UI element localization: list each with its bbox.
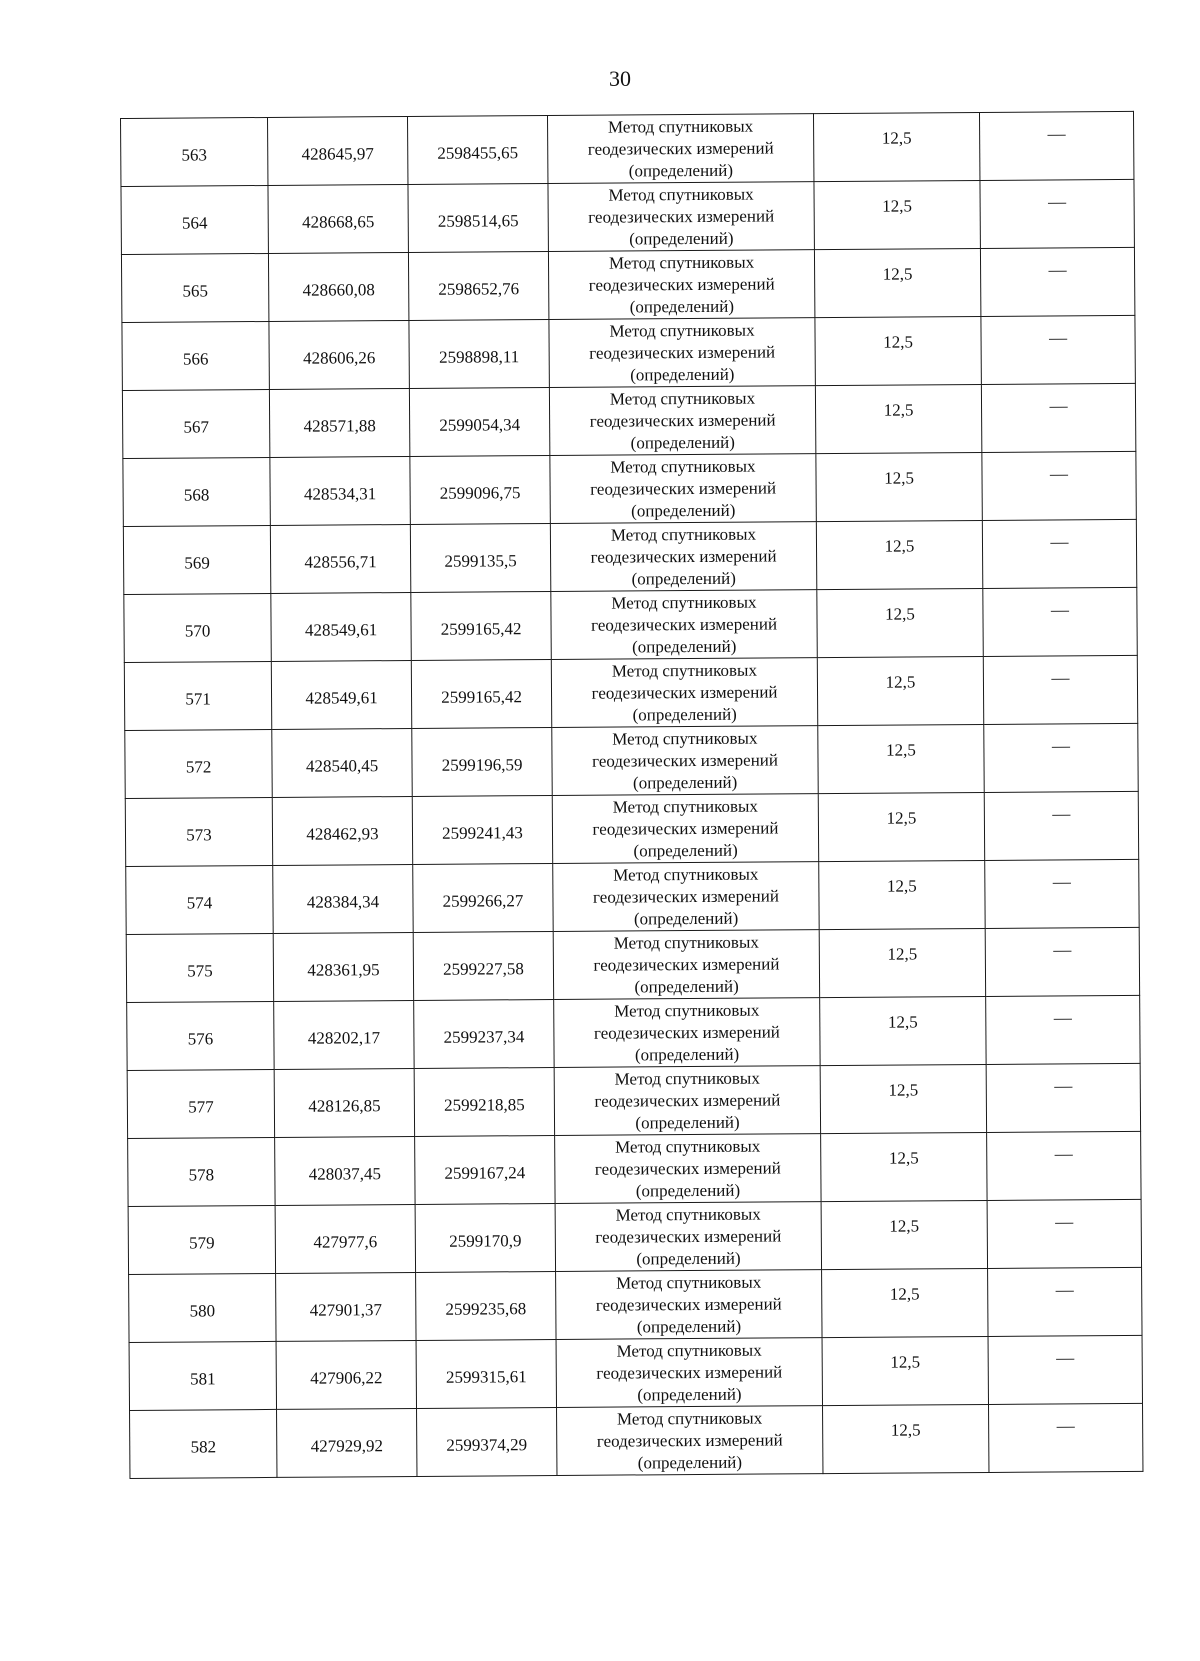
x-coordinate-cell: 428462,93 [272, 796, 412, 865]
method-text-line: Метод спутниковых [615, 1136, 761, 1157]
method-text-line: (определений) [628, 160, 734, 180]
method-cell [556, 1270, 822, 1340]
x-coordinate-cell: 428556,71 [270, 524, 410, 593]
description-cell: — [981, 315, 1135, 384]
method-text-line: геодезических измерений [587, 137, 774, 159]
point-number-cell: 565 [121, 253, 268, 322]
y-coordinate-cell: 2599167,24 [415, 1135, 555, 1204]
point-number-cell: 581 [129, 1341, 276, 1410]
method-text-line: (определений) [636, 1248, 741, 1268]
y-coordinate-cell: 2599135,5 [410, 524, 550, 593]
method-text-line: Метод спутниковых [611, 660, 758, 681]
method-text-line: (определений) [630, 364, 735, 384]
method-text-line: геодезических измерений [589, 341, 776, 363]
table-row [127, 1063, 1140, 1138]
coordinates-table [120, 111, 1143, 1479]
method-text-line: Метод спутниковых [616, 1340, 762, 1361]
method-text-line: геодезических измерений [593, 1021, 780, 1043]
method-cell [548, 250, 814, 320]
x-coordinate-cell: 427929,92 [277, 1408, 417, 1477]
table-row [126, 927, 1139, 1002]
method-cell [554, 998, 820, 1068]
method-cell [551, 658, 817, 728]
accuracy-cell: 12,5 [815, 384, 981, 453]
point-number-cell: 563 [121, 117, 268, 186]
method-text-line: Метод спутниковых [613, 932, 759, 953]
method-text-line: (определений) [637, 1384, 742, 1404]
description-cell: — [987, 1131, 1141, 1200]
x-coordinate-cell: 428202,17 [274, 1000, 414, 1069]
table-row [129, 1267, 1142, 1342]
y-coordinate-cell: 2599374,29 [417, 1407, 557, 1476]
point-number-cell: 568 [123, 457, 270, 526]
description-cell: — [987, 1199, 1141, 1268]
method-text-line: (определений) [629, 228, 734, 248]
method-text-line: Метод спутниковых [614, 1000, 760, 1021]
table-row [123, 451, 1136, 526]
method-cell [550, 522, 816, 592]
y-coordinate-cell: 2599165,42 [411, 592, 551, 661]
description-cell: — [989, 1403, 1143, 1472]
x-coordinate-cell: 428540,45 [272, 728, 412, 797]
method-text-line: геодезических измерений [590, 545, 777, 567]
point-number-cell: 574 [126, 865, 273, 934]
y-coordinate-cell: 2598514,65 [408, 184, 548, 253]
y-coordinate-cell: 2599218,85 [414, 1067, 554, 1136]
accuracy-cell: 12,5 [822, 1336, 988, 1405]
description-cell: — [981, 383, 1135, 452]
y-coordinate-cell: 2599315,61 [416, 1339, 556, 1408]
method-text-line: геодезических измерений [589, 409, 776, 431]
method-text-line: (определений) [631, 636, 737, 656]
accuracy-cell: 12,5 [819, 928, 985, 997]
table-row [124, 655, 1137, 730]
description-cell: — [985, 927, 1139, 996]
point-number-cell: 577 [127, 1069, 274, 1138]
method-cell [552, 794, 818, 864]
method-text-line: Метод спутниковых [609, 320, 755, 341]
table-row [125, 723, 1138, 798]
y-coordinate-cell: 2599266,27 [413, 863, 553, 932]
accuracy-cell: 12,5 [820, 1064, 986, 1133]
x-coordinate-cell: 428361,95 [273, 932, 413, 1001]
point-number-cell: 566 [122, 321, 269, 390]
point-number-cell: 573 [125, 797, 272, 866]
point-number-cell: 575 [126, 933, 273, 1002]
method-cell [556, 1338, 822, 1408]
x-coordinate-cell: 428606,26 [269, 320, 409, 389]
method-cell [547, 114, 813, 184]
accuracy-cell: 12,5 [820, 996, 986, 1065]
method-cell [548, 182, 814, 252]
x-coordinate-cell: 428668,65 [268, 184, 408, 253]
method-cell [554, 1066, 820, 1136]
table-row [121, 179, 1134, 254]
y-coordinate-cell: 2599096,75 [410, 456, 550, 525]
point-number-cell: 564 [121, 185, 268, 254]
method-text-line: геодезических измерений [591, 749, 779, 771]
x-coordinate-cell: 427901,37 [276, 1272, 416, 1341]
x-coordinate-cell: 428645,97 [267, 116, 407, 185]
method-cell [550, 454, 816, 524]
method-cell [555, 1202, 821, 1272]
point-number-cell: 571 [124, 661, 271, 730]
description-cell: — [980, 179, 1134, 248]
method-text-line: геодезических измерений [588, 205, 775, 227]
y-coordinate-cell: 2599235,68 [416, 1271, 556, 1340]
description-cell: — [988, 1267, 1142, 1336]
y-coordinate-cell: 2599241,43 [412, 795, 552, 864]
method-text-line: геодезических измерений [592, 885, 779, 907]
method-text-line: геодезических измерений [592, 817, 779, 839]
table-row [128, 1131, 1141, 1206]
method-cell [551, 590, 817, 660]
accuracy-cell: 12,5 [817, 656, 983, 725]
accuracy-cell: 12,5 [818, 792, 984, 861]
method-text-line: (определений) [629, 296, 735, 316]
method-text-line: (определений) [637, 1452, 743, 1472]
method-text-line: геодезических измерений [590, 477, 777, 499]
point-number-cell: 582 [130, 1409, 277, 1478]
method-text-line: Метод спутниковых [610, 456, 756, 477]
y-coordinate-cell: 2598652,76 [408, 252, 548, 321]
description-cell: — [984, 791, 1138, 860]
point-number-cell: 579 [128, 1205, 275, 1274]
method-text-line: Метод спутниковых [616, 1408, 763, 1429]
table-row [126, 859, 1139, 934]
point-number-cell: 567 [122, 389, 269, 458]
table-row [129, 1335, 1142, 1410]
point-number-cell: 580 [129, 1273, 276, 1342]
method-text-line: Метод спутниковых [608, 184, 754, 205]
table-row [121, 247, 1134, 322]
method-cell [549, 318, 815, 388]
y-coordinate-cell: 2599165,42 [411, 660, 551, 729]
description-cell: — [988, 1335, 1142, 1404]
method-text-line: геодезических измерений [588, 273, 775, 295]
x-coordinate-cell: 428571,88 [269, 388, 409, 457]
x-coordinate-cell: 428037,45 [275, 1136, 415, 1205]
method-text-line: Метод спутниковых [613, 864, 759, 885]
description-cell: — [982, 519, 1136, 588]
description-cell: — [986, 1063, 1140, 1132]
accuracy-cell: 12,5 [822, 1268, 988, 1337]
method-cell [552, 726, 818, 796]
table-row [121, 111, 1134, 186]
method-text-line: геодезических измерений [594, 1157, 781, 1179]
description-cell: — [980, 247, 1134, 316]
x-coordinate-cell: 428534,31 [270, 456, 410, 525]
description-cell: — [982, 451, 1136, 520]
y-coordinate-cell: 2599237,34 [414, 999, 554, 1068]
point-number-cell: 576 [127, 1001, 274, 1070]
method-text-line: геодезических измерений [594, 1089, 781, 1111]
description-cell: — [983, 655, 1137, 724]
method-text-line: геодезических измерений [596, 1429, 783, 1451]
table-row [122, 315, 1135, 390]
description-cell: — [983, 587, 1137, 656]
accuracy-cell: 12,5 [819, 860, 985, 929]
method-text-line: Метод спутниковых [609, 388, 756, 409]
method-text-line: геодезических измерений [596, 1361, 783, 1383]
description-cell: — [985, 859, 1139, 928]
method-text-line: (определений) [632, 772, 738, 792]
method-text-line: (определений) [630, 432, 735, 452]
method-text-line: геодезических измерений [591, 681, 778, 703]
method-cell [555, 1134, 821, 1204]
method-text-line: Метод спутниковых [611, 592, 757, 613]
point-number-cell: 572 [125, 729, 272, 798]
method-cell [557, 1406, 823, 1476]
description-cell: — [979, 111, 1133, 180]
accuracy-cell: 12,5 [814, 248, 980, 317]
x-coordinate-cell: 428384,34 [273, 864, 413, 933]
method-text-line: (определений) [631, 500, 736, 520]
y-coordinate-cell: 2598898,11 [409, 320, 549, 389]
table-row [125, 791, 1138, 866]
method-text-line: Метод спутниковых [612, 728, 758, 749]
method-text-line: Метод спутниковых [612, 796, 758, 817]
y-coordinate-cell: 2599196,59 [412, 728, 552, 797]
description-cell: — [986, 995, 1140, 1064]
method-text-line: (определений) [633, 840, 738, 860]
accuracy-cell: 12,5 [818, 724, 984, 793]
method-text-line: геодезических измерений [595, 1225, 782, 1247]
method-text-line: Метод спутниковых [615, 1204, 761, 1225]
point-number-cell: 570 [124, 593, 271, 662]
x-coordinate-cell: 428660,08 [268, 252, 408, 321]
accuracy-cell: 12,5 [814, 180, 980, 249]
x-coordinate-cell: 428549,61 [271, 660, 411, 729]
method-text-line: (определений) [635, 1180, 741, 1200]
method-text-line: (определений) [633, 908, 739, 928]
table-row [130, 1403, 1143, 1478]
accuracy-cell: 12,5 [823, 1404, 989, 1473]
y-coordinate-cell: 2599227,58 [413, 931, 553, 1000]
x-coordinate-cell: 427977,6 [275, 1204, 415, 1273]
method-text-line: геодезических измерений [593, 953, 780, 975]
method-text-line: Метод спутниковых [615, 1272, 762, 1293]
method-text-line: геодезических измерений [591, 613, 778, 635]
table-row [127, 995, 1140, 1070]
accuracy-cell: 12,5 [816, 520, 982, 589]
y-coordinate-cell: 2599170,9 [415, 1203, 555, 1272]
accuracy-cell: 12,5 [816, 452, 982, 521]
table-row [122, 383, 1135, 458]
table-row [128, 1199, 1141, 1274]
method-text-line: Метод спутниковых [608, 252, 755, 273]
method-text-line: Метод спутниковых [610, 524, 757, 545]
x-coordinate-cell: 428126,85 [274, 1068, 414, 1137]
point-number-cell: 569 [123, 525, 270, 594]
description-cell: — [984, 723, 1138, 792]
accuracy-cell: 12,5 [821, 1200, 987, 1269]
table-row [124, 587, 1137, 662]
accuracy-cell: 12,5 [813, 112, 979, 181]
method-text-line: Метод спутниковых [614, 1068, 760, 1089]
page-number: 30 [609, 66, 631, 91]
x-coordinate-cell: 427906,22 [276, 1340, 416, 1409]
method-text-line: (определений) [634, 1044, 740, 1064]
accuracy-cell: 12,5 [817, 588, 983, 657]
method-cell [553, 862, 819, 932]
point-number-cell: 578 [128, 1137, 275, 1206]
method-cell [549, 386, 815, 456]
method-text-line: (определений) [632, 704, 737, 724]
y-coordinate-cell: 2599054,34 [409, 388, 549, 457]
method-text-line: (определений) [634, 976, 739, 996]
accuracy-cell: 12,5 [821, 1132, 987, 1201]
method-cell [553, 930, 819, 1000]
accuracy-cell: 12,5 [815, 316, 981, 385]
method-text-line: (определений) [636, 1316, 742, 1336]
method-text-line: (определений) [635, 1112, 740, 1132]
coordinates-table-body [121, 111, 1143, 1478]
method-text-line: геодезических измерений [595, 1293, 782, 1315]
method-text-line: Метод спутниковых [607, 116, 754, 137]
table-row [123, 519, 1136, 594]
y-coordinate-cell: 2598455,65 [407, 116, 547, 185]
method-text-line: (определений) [631, 568, 736, 588]
x-coordinate-cell: 428549,61 [271, 592, 411, 661]
